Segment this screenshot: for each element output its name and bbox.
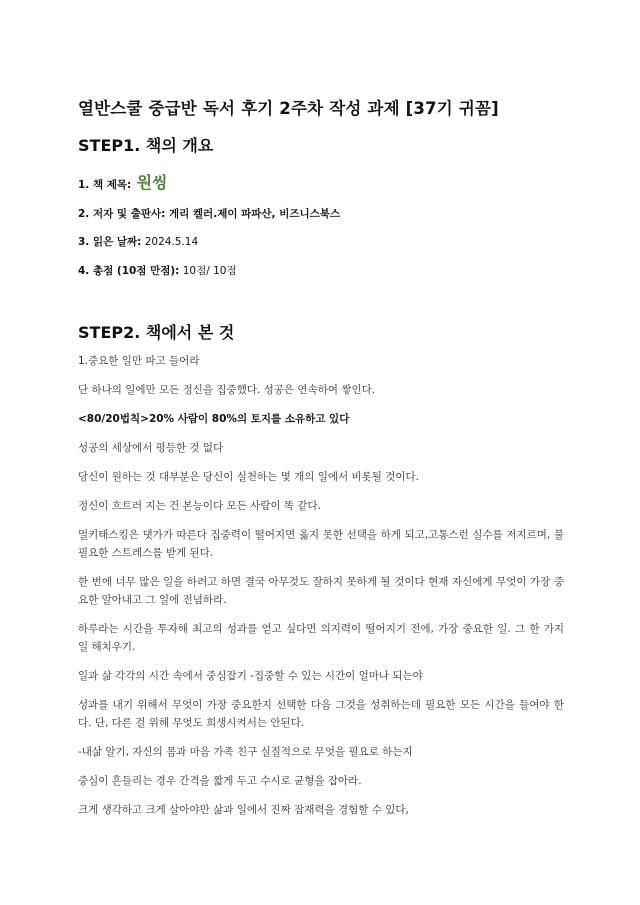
step2-content [78,352,564,830]
paragraph: 중심이 흔들리는 경우 간격을 짧게 두고 수시로 균형을 잡아라. [78,775,362,787]
paragraph: 정신이 흐트러 지는 건 본능이다 모든 사람이 똑 같다. [78,500,322,512]
score-label: 4. 총점 (10점 만점): [78,265,180,277]
paragraph: 당신이 원하는 것 대부분은 당신이 실천하는 몇 개의 일에서 비롯될 것이다. [78,471,420,483]
paragraph: -내삶 알기, 자신의 몸과 마음 가족 친구 실질적으로 무엇을 필요로 하는지 [78,746,413,758]
read-date-label: 3. 읽은 날짜: [78,236,142,248]
paragraph: 한 번에 너무 많은 일을 하려고 하면 결국 아무것도 잘하지 못하게 될 것이다 현재 자신에게 무엇이 가장 중요한 알아내고 그 일에 전념하라. [78,576,564,606]
paragraph: 크게 생각하고 크게 살아야만 삶과 일에서 진짜 잠재력을 경험할 수 있다, [78,804,409,816]
score-value: 10점/ 10점 [182,265,237,277]
document-title: 열반스쿨 중급반 독서 후기 2주차 작성 과제 [37기 귀꼼] [78,99,499,118]
step2-heading: STEP2. 책에서 본 것 [78,323,235,342]
step1-heading: STEP1. 책의 개요 [78,136,214,155]
paragraph: 하루라는 시간을 투자해 최고의 성과를 얻고 싶다면 의지력이 떨어지기 전에, 가장 중요한 일. 그 한 가지 일 해치우기. [78,623,564,653]
author-publisher-label: 2. 저자 및 출판사: 게리 켈러.제이 파파산, 비즈니스북스 [78,208,341,220]
book-title-line [78,170,168,193]
book-title-label: 1. 책 제목: [78,179,132,191]
paragraph: 성과를 내기 위해서 무엇이 가장 중요한지 선택한 다음 그것을 성취하는데 필요한 모든 시간을 들여야 한다. 단, 다른 걸 위해 무엇도 희생시켜서는 안된다. [78,699,564,729]
paragraph: 1.중요한 일만 파고 들어라 [78,355,200,367]
book-title-value: 원씽 [136,173,168,192]
paragraph: 일과 삶 각각의 시간 속에서 중심잡기 -집중할 수 있는 시간이 얼마나 되는야 [78,670,423,682]
read-date-line [78,234,198,249]
read-date-value: 2024.5.14 [144,236,199,248]
author-publisher-line [78,206,340,221]
paragraph: 단 하나의 일에만 모든 정신을 집중했다. 성공은 연속하여 쌓인다. [78,384,376,396]
paragraph-bold: <80/20법칙>20% 사람이 80%의 토지를 소유하고 있다 [78,413,350,425]
score-line [78,263,237,278]
paragraph: 멀키태스킹은 댓가가 따른다 집중력이 떨어지면 옳지 못한 선택을 하게 되고,고통스런 실수를 저지르며, 불필요한 스트레스를 받게 된다. [78,529,564,559]
paragraph: 성공의 세상에서 평등한 것 없다 [78,442,224,454]
